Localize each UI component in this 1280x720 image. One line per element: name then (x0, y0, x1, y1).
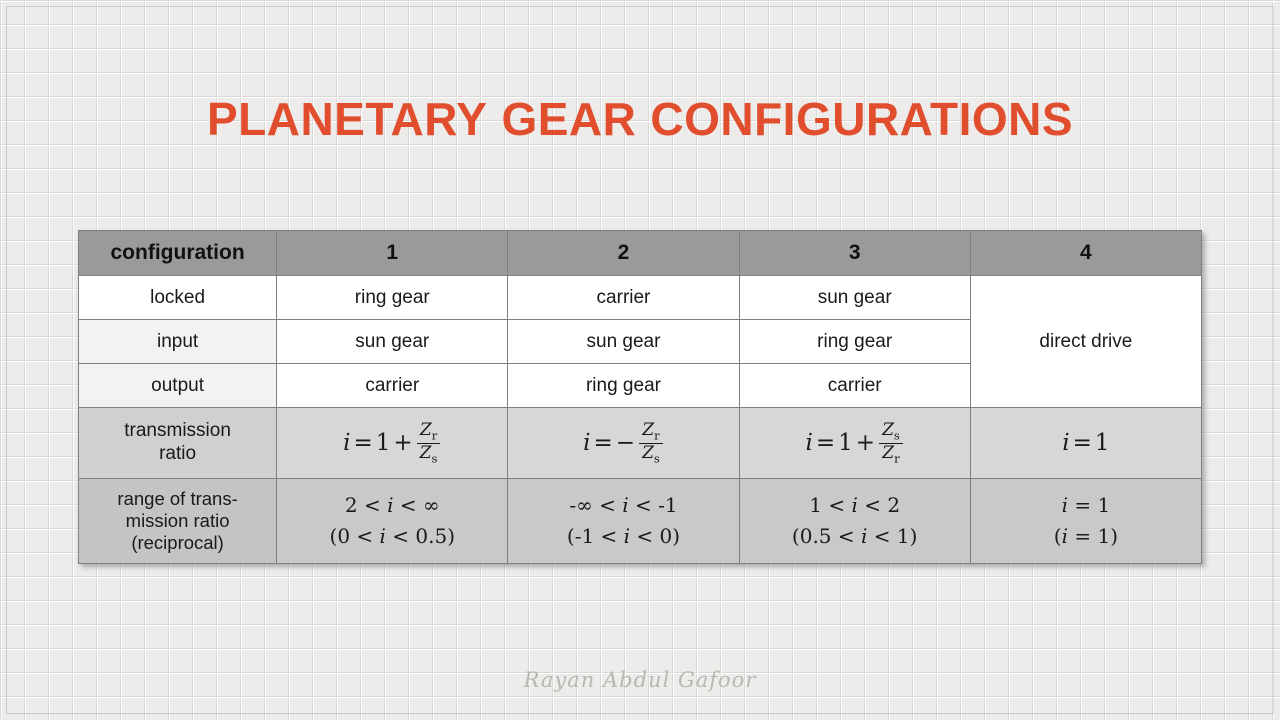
direct-drive-cell: direct drive (970, 276, 1201, 408)
range-reciprocal-4 (977, 521, 1195, 552)
gear-configuration-table (78, 230, 1202, 564)
symbol-i: i (1061, 524, 1068, 548)
range-col-3 (739, 479, 970, 564)
range-col-4 (970, 479, 1201, 564)
symbol-equals: = (593, 430, 613, 456)
range-text: -∞ < (569, 493, 623, 517)
range-label-line2: mission ratio (125, 509, 230, 531)
locked-col-3: sun gear (739, 276, 970, 320)
gear-configuration-table-container (78, 230, 1202, 564)
range-label-line3: (reciprocal) (131, 532, 224, 554)
symbol-one: 1 (838, 430, 853, 456)
symbol-plus: + (855, 430, 876, 456)
range-text: 1 < (809, 493, 852, 517)
subscript-r: r (894, 450, 900, 465)
range-text: (0.5 < (791, 524, 862, 548)
header-col-2: 2 (508, 231, 739, 276)
page-title (0, 92, 1280, 146)
range-main-1 (283, 490, 501, 521)
symbol-equals: = (815, 430, 836, 456)
table-row (79, 408, 1202, 479)
range-reciprocal-2 (514, 521, 732, 552)
row-label-transmission-ratio (79, 408, 277, 479)
range-text: < 2 (857, 493, 901, 517)
symbol-i: i (1062, 430, 1070, 456)
symbol-Z: Z (419, 442, 432, 463)
range-text: < 1) (867, 524, 918, 548)
ratio-label-line2: ratio (159, 443, 197, 464)
symbol-i: i (387, 493, 394, 517)
symbol-i: i (379, 524, 386, 548)
symbol-i: i (583, 430, 591, 456)
range-col-2 (508, 479, 739, 564)
symbol-one: 1 (1094, 430, 1110, 456)
row-label-input: input (79, 320, 277, 364)
range-text: < 0.5) (385, 524, 456, 548)
output-col-3: carrier (739, 364, 970, 408)
symbol-equals: = (353, 430, 373, 456)
range-main-4 (977, 490, 1195, 521)
symbol-one: 1 (375, 430, 391, 456)
header-col-1: 1 (277, 231, 508, 276)
range-reciprocal-1 (283, 521, 501, 552)
header-col-4: 4 (970, 231, 1201, 276)
locked-col-2: carrier (508, 276, 739, 320)
range-text: 2 < (344, 493, 388, 517)
subscript-s: s (431, 450, 438, 465)
fraction-zr-zs (417, 419, 441, 465)
subscript-s: s (653, 450, 660, 465)
symbol-Z: Z (882, 442, 895, 463)
ratio-col-2 (508, 408, 739, 479)
symbol-i: i (622, 493, 629, 517)
range-label-line1: range of trans- (117, 487, 238, 509)
symbol-i: i (343, 430, 351, 456)
symbol-Z: Z (882, 419, 894, 440)
table-header-row (79, 231, 1202, 276)
range-text: < 0) (630, 524, 681, 548)
range-col-1 (277, 479, 508, 564)
subscript-r: r (431, 428, 438, 443)
range-text: < -1 (628, 493, 678, 517)
watermark: Rayan Abdul Gafoor (523, 668, 757, 692)
range-text: < ∞ (393, 493, 440, 517)
symbol-equals: = (1072, 430, 1092, 456)
symbol-i: i (1061, 493, 1068, 517)
input-col-2: sun gear (508, 320, 739, 364)
fraction-zr-zs (639, 419, 663, 465)
row-label-range-of-transmission-ratio (79, 479, 277, 564)
ratio-col-1 (277, 408, 508, 479)
range-text: = 1) (1068, 524, 1118, 548)
symbol-i: i (805, 430, 813, 456)
output-col-2: ring gear (508, 364, 739, 408)
subscript-s: s (893, 428, 900, 443)
ratio-col-4 (970, 408, 1201, 479)
input-col-1: sun gear (277, 320, 508, 364)
symbol-Z: Z (642, 419, 655, 440)
header-configuration: configuration (79, 231, 277, 276)
symbol-i: i (861, 524, 868, 548)
range-text: (0 < (329, 524, 380, 548)
title-word-2: GEAR (501, 93, 637, 145)
locked-col-1: ring gear (277, 276, 508, 320)
range-main-3 (746, 490, 964, 521)
row-label-locked: locked (79, 276, 277, 320)
table-row (79, 479, 1202, 564)
fraction-zs-zr (879, 419, 903, 465)
header-col-3: 3 (739, 231, 970, 276)
row-label-output: output (79, 364, 277, 408)
symbol-Z: Z (419, 419, 432, 440)
ratio-col-3 (739, 408, 970, 479)
range-text: = 1 (1067, 493, 1111, 517)
title-word-3: CONFIGURATIONS (650, 93, 1074, 145)
range-main-2 (514, 490, 732, 521)
range-text: ( (1053, 524, 1062, 548)
symbol-i: i (851, 493, 858, 517)
symbol-Z: Z (642, 442, 654, 463)
symbol-plus: + (393, 430, 413, 456)
range-text: (-1 < (566, 524, 624, 548)
range-reciprocal-3 (746, 521, 964, 552)
output-col-1: carrier (277, 364, 508, 408)
symbol-minus: − (615, 430, 636, 456)
title-word-1: PLANETARY (206, 93, 488, 145)
ratio-label-line1: transmission (124, 420, 231, 442)
table-row (79, 276, 1202, 320)
symbol-i: i (623, 524, 631, 548)
input-col-3: ring gear (739, 320, 970, 364)
subscript-r: r (654, 428, 660, 443)
